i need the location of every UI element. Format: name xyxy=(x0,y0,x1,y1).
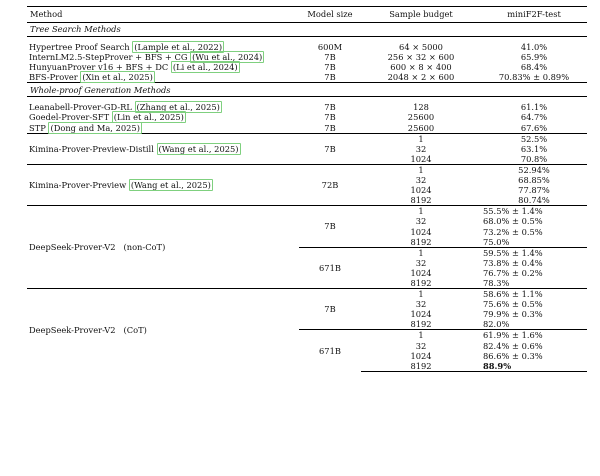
table-row xyxy=(27,52,587,62)
mode-label: (CoT) xyxy=(123,325,147,336)
score-cell: 80.74% xyxy=(518,195,550,206)
budget-cell: 25600 xyxy=(407,122,435,133)
budget-cell: 1024 xyxy=(410,309,432,320)
budget-cell: 8192 xyxy=(410,236,432,247)
method-cell: Kimina-Prover-Preview (Wang et al., 2025) xyxy=(27,164,299,205)
score-cell: 75.6% ± 0.5% xyxy=(483,299,543,310)
budget-cell: 8192 xyxy=(361,361,481,372)
score-cell: 70.8% xyxy=(520,153,548,164)
score-cell: 68.0% ± 0.5% xyxy=(483,216,543,227)
table-row xyxy=(27,133,587,144)
budget-cell: 32 xyxy=(415,257,427,268)
score-cell: 52.5% xyxy=(481,133,587,144)
method-cell: Leanabell-Prover-GD-RL (Zhang et al., 2025) xyxy=(29,102,220,113)
budget-cell: 8192 xyxy=(410,277,432,288)
score-cell: 58.6% ± 1.1% xyxy=(481,289,587,300)
table-row xyxy=(27,164,587,175)
score-cell: 68.4% xyxy=(520,62,548,73)
table-row xyxy=(27,123,587,134)
table-row xyxy=(27,72,587,83)
budget-cell: 1 xyxy=(361,133,481,144)
section-row xyxy=(27,23,587,37)
section-tree-search: Tree Search Methods xyxy=(27,23,587,37)
score-cell-best: 88.9% xyxy=(481,361,587,372)
header-minif2f: miniF2F-test xyxy=(481,7,587,23)
score-cell: 52.94% xyxy=(481,164,587,175)
score-cell: 82.4% ± 0.6% xyxy=(483,340,543,351)
results-table xyxy=(27,6,587,372)
score-cell: 65.9% xyxy=(520,52,548,63)
table-row xyxy=(27,289,587,300)
score-cell: 78.3% xyxy=(483,277,510,288)
score-cell: 73.2% ± 0.5% xyxy=(483,226,543,237)
score-cell: 75.0% xyxy=(483,236,510,247)
budget-cell: 1024 xyxy=(410,226,432,237)
header-model-size: Model size xyxy=(299,7,361,23)
header-method: Method xyxy=(27,7,299,23)
model-size-cell: 7B xyxy=(324,62,336,73)
score-cell: 63.1% xyxy=(520,143,548,154)
model-size-cell: 7B xyxy=(324,102,336,113)
budget-cell: 1 xyxy=(361,164,481,175)
model-size-cell: 7B xyxy=(324,112,336,123)
budget-cell: 32 xyxy=(415,175,427,186)
score-cell: 76.7% ± 0.2% xyxy=(483,267,543,278)
score-cell: 55.5% ± 1.4% xyxy=(481,206,587,217)
budget-cell: 32 xyxy=(415,143,427,154)
budget-cell: 1024 xyxy=(410,350,432,361)
score-cell: 68.85% xyxy=(518,175,550,186)
method-cell: Goedel-Prover-SFT (Lin et al., 2025) xyxy=(29,112,184,123)
model-size-cell: 7B xyxy=(324,72,336,83)
budget-cell: 1024 xyxy=(410,185,432,196)
budget-cell: 1 xyxy=(361,206,481,217)
table-row xyxy=(27,102,587,112)
mode-label: (non-CoT) xyxy=(123,242,166,253)
budget-cell: 32 xyxy=(415,340,427,351)
model-size-cell: 7B xyxy=(299,289,361,330)
model-size-cell: 671B xyxy=(299,247,361,288)
method-cell: DeepSeek-Prover-V2 (non-CoT) xyxy=(27,206,299,289)
header-row xyxy=(27,7,587,23)
budget-cell: 32 xyxy=(415,216,427,227)
method-cell: BFS-Prover (Xin et al., 2025) xyxy=(29,72,153,83)
table-row xyxy=(27,206,587,217)
score-cell: 67.6% xyxy=(520,122,548,133)
budget-cell: 600 × 8 × 400 xyxy=(390,62,452,73)
model-size-cell: 7B xyxy=(324,52,336,63)
score-cell: 41.0% xyxy=(520,42,548,52)
citation-link[interactable]: (Xin et al., 2025) xyxy=(82,72,153,83)
budget-cell: 1024 xyxy=(410,153,432,164)
citation-link[interactable]: (Lin et al., 2025) xyxy=(113,112,184,123)
budget-cell: 32 xyxy=(415,299,427,310)
score-cell: 64.7% xyxy=(520,112,548,123)
header-sample-budget: Sample budget xyxy=(361,7,481,23)
citation-link[interactable]: (Zhang et al., 2025) xyxy=(136,102,220,113)
model-size-cell: 72B xyxy=(299,164,361,205)
score-cell: 86.6% ± 0.3% xyxy=(483,350,543,361)
budget-cell: 128 xyxy=(413,102,429,113)
score-cell: 59.5% ± 1.4% xyxy=(481,247,587,258)
table-row xyxy=(27,42,587,52)
citation-link[interactable]: (Wang et al., 2025) xyxy=(158,143,239,154)
model-size-cell: 7B xyxy=(324,122,336,133)
score-cell: 61.9% ± 1.6% xyxy=(481,330,587,341)
budget-cell: 8192 xyxy=(410,195,432,206)
budget-cell: 25600 xyxy=(407,112,435,123)
method-cell: DeepSeek-Prover-V2 (CoT) xyxy=(27,289,299,372)
section-row xyxy=(27,83,587,97)
citation-link[interactable]: (Dong and Ma, 2025) xyxy=(50,122,140,133)
method-cell: Hypertree Proof Search (Lample et al., 2022) xyxy=(29,42,223,52)
citation-link[interactable]: (Wu et al., 2024) xyxy=(192,52,263,63)
model-size-cell: 7B xyxy=(299,206,361,247)
budget-cell: 1 xyxy=(361,247,481,258)
model-size-cell: 600M xyxy=(317,42,343,52)
citation-link[interactable]: (Li et al., 2024) xyxy=(172,62,238,73)
method-cell: STP (Dong and Ma, 2025) xyxy=(29,122,140,133)
budget-cell: 8192 xyxy=(410,319,432,330)
score-cell: 73.8% ± 0.4% xyxy=(483,257,543,268)
method-cell: HunyuanProver v16 + BFS + DC (Li et al., 2024) xyxy=(29,62,238,73)
model-size-cell: 7B xyxy=(299,133,361,164)
score-cell: 77.87% xyxy=(518,185,550,196)
budget-cell: 1 xyxy=(361,289,481,300)
method-cell: Kimina-Prover-Preview-Distill (Wang et al., 2025) xyxy=(27,133,299,164)
method-cell: InternLM2.5-StepProver + BFS + CG (Wu et al., 2024) xyxy=(29,52,263,63)
citation-link[interactable]: (Lample et al., 2022) xyxy=(134,42,223,52)
score-cell: 70.83% ± 0.89% xyxy=(498,72,570,83)
score-cell: 61.1% xyxy=(520,102,548,113)
budget-cell: 2048 × 2 × 600 xyxy=(387,72,455,83)
budget-cell: 1 xyxy=(361,330,481,341)
model-size-cell: 671B xyxy=(299,330,361,371)
citation-link[interactable]: (Wang et al., 2025) xyxy=(130,180,211,191)
section-whole-proof: Whole-proof Generation Methods xyxy=(27,83,587,97)
budget-cell: 1024 xyxy=(410,267,432,278)
score-cell: 79.9% ± 0.3% xyxy=(483,309,543,320)
budget-cell: 256 × 32 × 600 xyxy=(387,52,455,63)
score-cell: 82.0% xyxy=(483,319,510,330)
budget-cell: 64 × 5000 xyxy=(399,42,443,52)
